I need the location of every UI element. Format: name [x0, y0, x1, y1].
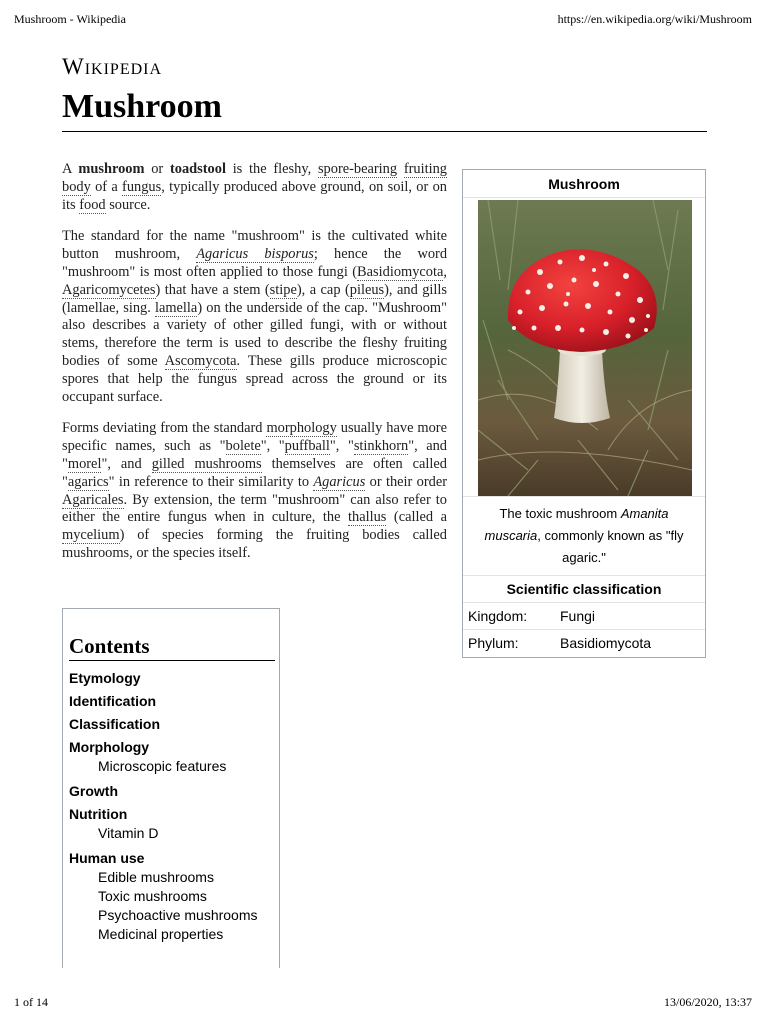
table-of-contents: [62, 608, 280, 968]
infobox-row-value[interactable]: Basidiomycota: [560, 635, 652, 651]
toc-subitem-psychoactive-mushrooms[interactable]: Psychoactive mushrooms: [98, 907, 258, 923]
text: themselves are often called ": [62, 455, 447, 490]
text: Forms deviating from the standard: [62, 420, 267, 437]
toc-item-morphology[interactable]: Morphology: [69, 739, 150, 755]
text: ", ": [260, 438, 285, 455]
text: ), a cap (: [296, 281, 350, 298]
toc-title: Contents: [69, 634, 275, 661]
link-stipe[interactable]: stipe: [269, 281, 297, 298]
text: ", and ": [62, 438, 447, 472]
print-header: [14, 12, 752, 28]
text: ", ": [329, 438, 354, 455]
infobox-row-value[interactable]: Fungi: [560, 608, 596, 624]
link-ascomycota[interactable]: Ascomycota: [164, 352, 237, 369]
caption-species-name: Amanita muscaria: [484, 506, 669, 543]
wikipedia-wordmark[interactable]: Wikipedia: [62, 54, 163, 79]
link-agaricus-bisporus[interactable]: Agaricus bisporus: [196, 246, 314, 263]
caption-text: , commonly known as "fly agaric.": [537, 528, 684, 565]
toc-subitem-microscopic-features[interactable]: Microscopic features: [98, 758, 227, 774]
toc-subitem-toxic-mushrooms[interactable]: Toxic mushrooms: [98, 888, 207, 904]
toc-subitem-medicinal-properties[interactable]: Medicinal properties: [98, 926, 224, 942]
toc-item-etymology[interactable]: Etymology: [69, 670, 141, 686]
text: ", and: [101, 455, 152, 472]
link-basidiomycota[interactable]: Basidiomycota: [357, 263, 444, 280]
link-food[interactable]: food: [79, 196, 106, 213]
paragraph-3: [62, 420, 447, 562]
link-agarics[interactable]: agarics: [67, 473, 109, 490]
toc-subitem-vitamin-d[interactable]: Vitamin D: [98, 825, 159, 841]
link-morel[interactable]: morel: [67, 455, 102, 472]
text: . These gills produce microscopic spores that help the fungus spread across the ground or its occupant surface.: [62, 352, 447, 405]
link-puffball[interactable]: puffball: [284, 438, 330, 455]
article-body: [62, 161, 447, 577]
print-footer: [14, 995, 752, 1011]
text: ) that have a stem (: [155, 281, 270, 298]
paragraph-2: [62, 228, 447, 406]
text: of a: [90, 178, 123, 195]
link-thallus[interactable]: thallus: [348, 509, 387, 526]
print-page-title: Mushroom - Wikipedia: [14, 12, 126, 26]
print-url: https://en.wikipedia.org/wiki/Mushroom: [557, 12, 752, 26]
text: ,: [443, 263, 447, 280]
link-gilled-mushrooms[interactable]: gilled mushrooms: [151, 455, 262, 472]
text: source.: [105, 196, 151, 213]
infobox-title: Mushroom: [463, 170, 705, 198]
infobox-row: [463, 603, 705, 630]
text: . By extension, the term "mushroom" can also refer to either the entire fungus when in culture, the: [62, 491, 447, 526]
text: A: [62, 161, 79, 177]
link-morphology[interactable]: morphology: [266, 420, 337, 437]
page-title: Mushroom: [62, 88, 222, 125]
text: ) of species forming the fruiting bodies called mushrooms, or the species itself.: [62, 527, 447, 561]
bold-term-toadstool: toadstool: [169, 161, 226, 177]
infobox-caption: [463, 497, 705, 576]
toc-item-identification[interactable]: Identification: [69, 693, 157, 709]
text: [397, 161, 404, 177]
bold-term-mushroom: mushroom: [78, 161, 145, 177]
infobox: [462, 169, 706, 658]
infobox-image-frame: [463, 198, 705, 497]
link-spore-bearing[interactable]: spore-bearing: [317, 161, 398, 177]
link-mycelium[interactable]: mycelium: [62, 527, 120, 544]
text: ; hence the word "mushroom" is most often applied to those fungi (: [62, 246, 448, 280]
toc-item-nutrition[interactable]: Nutrition: [69, 806, 128, 822]
link-lamella[interactable]: lamella: [154, 299, 198, 316]
link-fungus[interactable]: fungus: [122, 178, 162, 195]
link-stinkhorn[interactable]: stinkhorn: [353, 438, 409, 455]
caption-text: The toxic mushroom: [499, 506, 621, 521]
text: is the fleshy,: [225, 161, 318, 177]
link-pileus[interactable]: pileus: [349, 281, 385, 298]
infobox-row: [463, 630, 705, 657]
text: or: [144, 161, 170, 177]
paragraph-1: [62, 161, 447, 214]
infobox-section-heading: Scientific classification: [463, 576, 705, 603]
text: The standard for the name "mushroom" is the cultivated white button mushroom,: [62, 228, 447, 263]
link-fruiting-body[interactable]: fruiting body: [62, 161, 447, 195]
toc-item-growth[interactable]: Growth: [69, 783, 118, 799]
text: or their order: [365, 473, 448, 490]
infobox-row-label: Phylum:: [468, 635, 519, 651]
text: , typically produced above ground, on soil, or on its: [62, 178, 447, 213]
link-agaricus[interactable]: Agaricus: [313, 473, 366, 490]
text: ) on the underside of the cap. "Mushroom" also describes a variety of other gilled fungi, with or without stems, therefore the term is used to describe the fleshy fruiting bodies of some: [62, 299, 447, 369]
link-bolete[interactable]: bolete: [225, 438, 261, 455]
toc-item-human-use[interactable]: Human use: [69, 850, 145, 866]
text: ), and gills (lamellae, sing.: [62, 281, 448, 316]
link-agaricales[interactable]: Agaricales: [62, 491, 124, 508]
text: " in reference to their similarity to: [108, 473, 314, 490]
infobox-row-label: Kingdom:: [468, 608, 528, 624]
toc-item-classification[interactable]: Classification: [69, 716, 161, 732]
print-datetime: 13/06/2020, 13:37: [663, 995, 752, 1009]
text: usually have more specific names, such as ": [62, 420, 447, 455]
toc-subitem-edible-mushrooms[interactable]: Edible mushrooms: [98, 869, 214, 885]
link-agaricomycetes[interactable]: Agaricomycetes: [62, 281, 156, 298]
toc-list: [69, 669, 258, 944]
title-divider: [62, 131, 707, 132]
page-counter: 1 of 14: [14, 995, 48, 1009]
mushroom-photo[interactable]: [478, 200, 692, 496]
text: (called a: [386, 509, 447, 526]
